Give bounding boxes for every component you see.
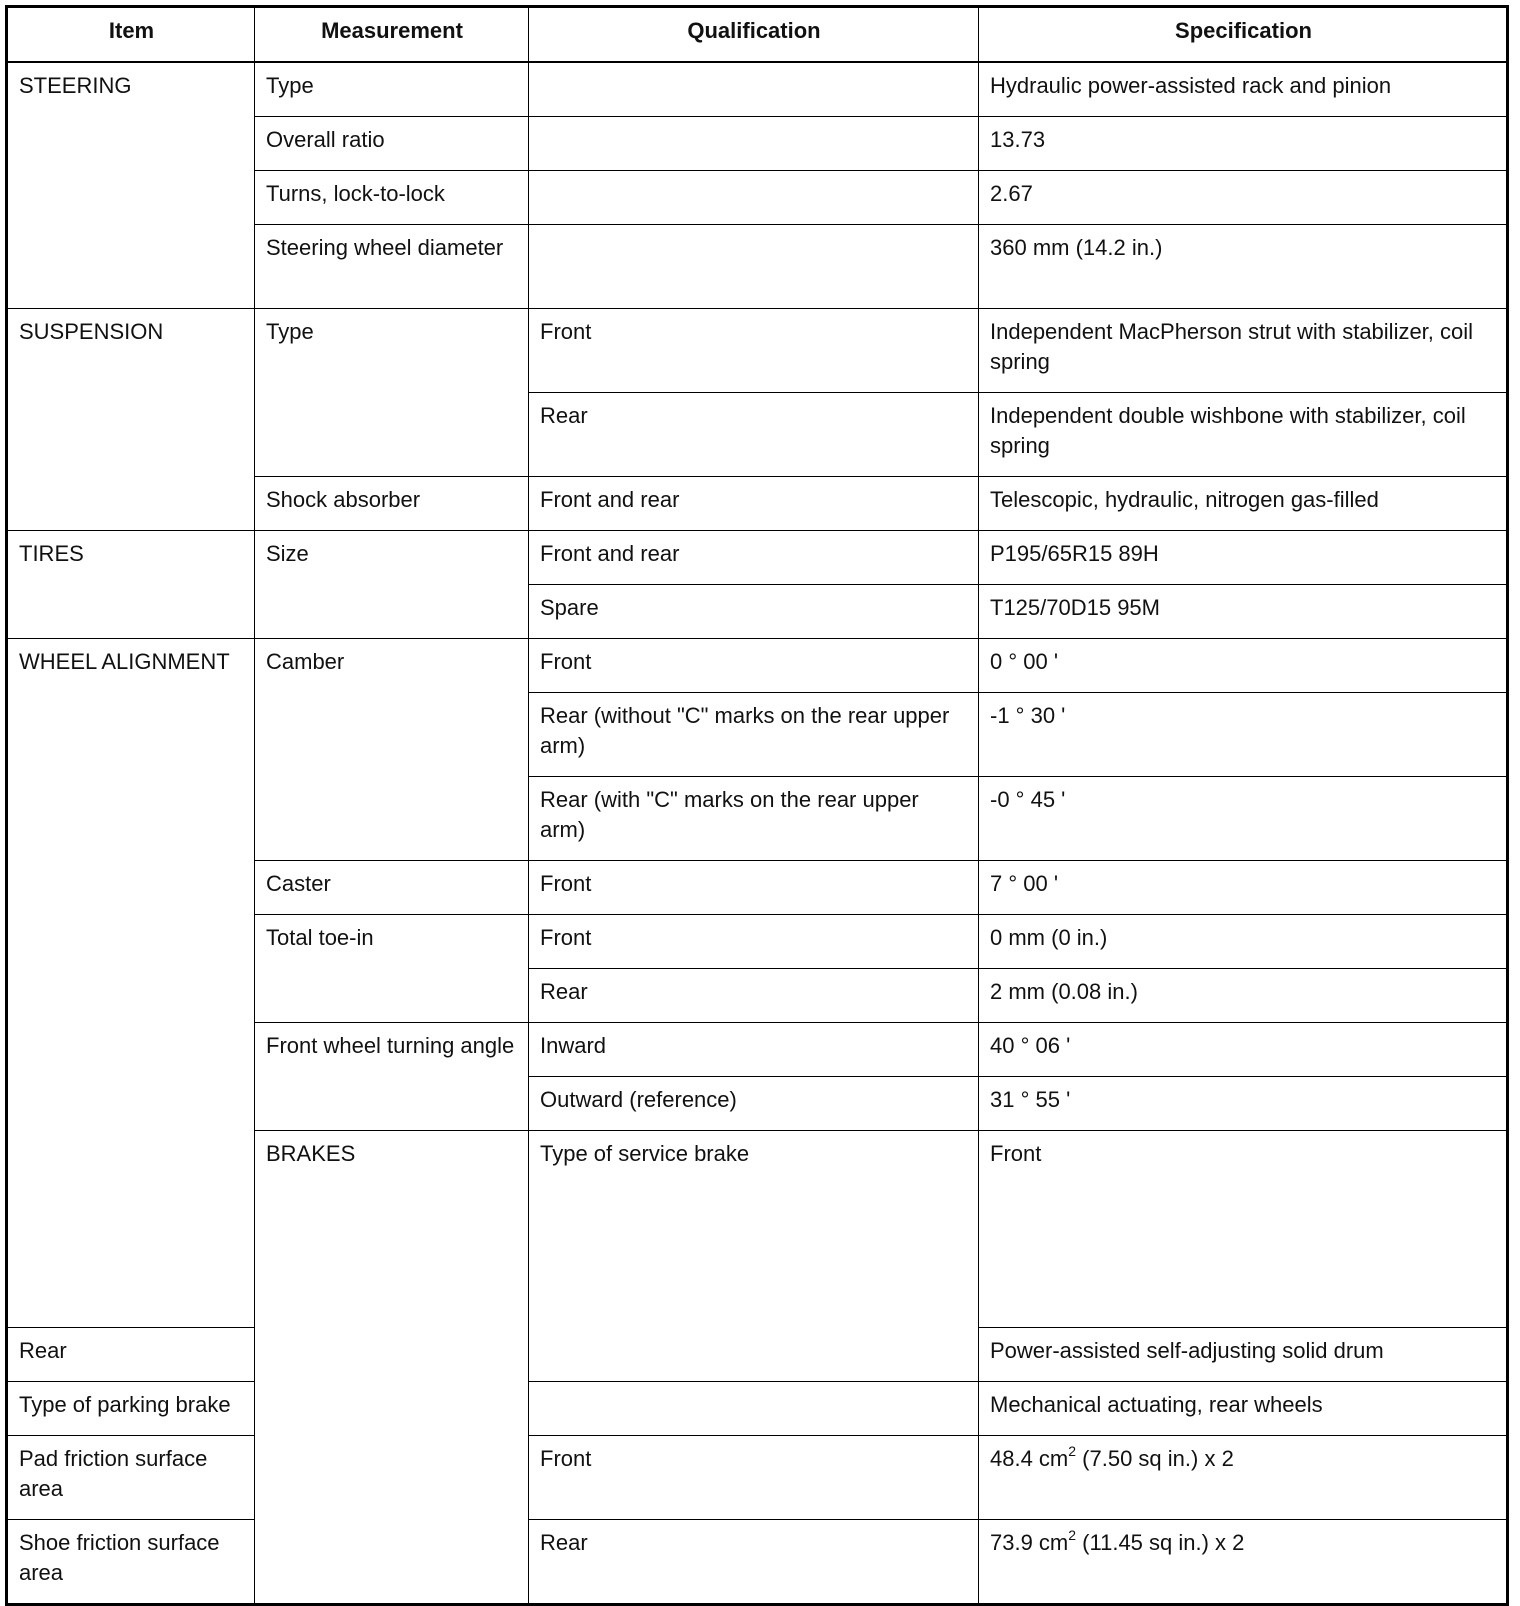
specification-cell: 2 mm (0.08 in.) (979, 969, 1508, 1023)
table-row (7, 1382, 1508, 1436)
measurement-cell: Shock absorber (255, 477, 529, 531)
item-wheel-alignment: WHEEL ALIGNMENT (7, 639, 255, 1328)
item-brakes: BRAKES (255, 1131, 529, 1605)
specification-cell: P195/65R15 89H (979, 531, 1508, 585)
measurement-cell: Type (255, 62, 529, 117)
specification-cell: 0 mm (0 in.) (979, 915, 1508, 969)
specification-cell: -1 ° 30 ' (979, 693, 1508, 777)
specification-cell: T125/70D15 95M (979, 585, 1508, 639)
specification-cell: 360 mm (14.2 in.) (979, 225, 1508, 309)
header-specification: Specification (979, 7, 1508, 63)
qualification-cell (529, 171, 979, 225)
specification-cell: 7 ° 00 ' (979, 861, 1508, 915)
qualification-cell: Front (529, 639, 979, 693)
pad-area-rest: (7.50 sq in.) x 2 (1076, 1446, 1234, 1471)
table-row (7, 62, 1508, 117)
measurement-cell: Size (255, 531, 529, 639)
qualification-cell: Spare (529, 585, 979, 639)
table-row (7, 639, 1508, 693)
specification-cell (979, 1436, 1508, 1520)
qualification-cell: Rear (529, 393, 979, 477)
measurement-cell: Steering wheel diameter (255, 225, 529, 309)
measurement-cell: Type of service brake (529, 1131, 979, 1382)
qualification-cell: Front (529, 309, 979, 393)
specification-cell: Hydraulic power-assisted rack and pinion (979, 62, 1508, 117)
table-row (7, 531, 1508, 585)
header-measurement: Measurement (255, 7, 529, 63)
measurement-cell: Total toe-in (255, 915, 529, 1023)
qualification-cell: Rear (7, 1328, 255, 1382)
specification-cell: 31 ° 55 ' (979, 1077, 1508, 1131)
specification-cell: Power-assisted self-adjusting solid drum (979, 1328, 1508, 1382)
specification-cell: 2.67 (979, 171, 1508, 225)
qualification-cell: Outward (reference) (529, 1077, 979, 1131)
specifications-table (5, 5, 1509, 1606)
qualification-cell: Inward (529, 1023, 979, 1077)
item-tires: TIRES (7, 531, 255, 639)
specification-cell: Mechanical actuating, rear wheels (979, 1382, 1508, 1436)
measurement-cell: Pad friction surface area (7, 1436, 255, 1520)
specification-cell (979, 1520, 1508, 1605)
qualification-cell (529, 1382, 979, 1436)
measurement-cell: Overall ratio (255, 117, 529, 171)
qualification-cell: Rear (529, 1520, 979, 1605)
pad-area-value: 48.4 cm (990, 1446, 1069, 1471)
measurement-cell: Type (255, 309, 529, 477)
pad-area-exponent: 2 (1068, 1442, 1077, 1459)
measurement-cell: Front wheel turning angle (255, 1023, 529, 1131)
qualification-cell (529, 225, 979, 309)
qualification-cell: Front (529, 915, 979, 969)
table-row (7, 309, 1508, 393)
qualification-cell (529, 62, 979, 117)
measurement-cell: Turns, lock-to-lock (255, 171, 529, 225)
shoe-area-rest: (11.45 sq in.) x 2 (1076, 1530, 1245, 1555)
qualification-cell (529, 117, 979, 171)
header-row (7, 7, 1508, 63)
specification-cell: 13.73 (979, 117, 1508, 171)
measurement-cell: Shoe friction surface area (7, 1520, 255, 1605)
qualification-cell: Rear (without "C" marks on the rear upper arm) (529, 693, 979, 777)
qualification-cell: Rear (529, 969, 979, 1023)
measurement-cell: Caster (255, 861, 529, 915)
qualification-cell: Front (979, 1131, 1508, 1328)
qualification-cell: Front (529, 861, 979, 915)
specification-cell: Independent double wishbone with stabilizer, coil spring (979, 393, 1508, 477)
item-steering: STEERING (7, 62, 255, 309)
measurement-cell: Type of parking brake (7, 1382, 255, 1436)
measurement-cell: Camber (255, 639, 529, 861)
shoe-area-value: 73.9 cm (990, 1530, 1069, 1555)
specification-cell: 40 ° 06 ' (979, 1023, 1508, 1077)
qualification-cell: Rear (with "C" marks on the rear upper arm) (529, 777, 979, 861)
header-item: Item (7, 7, 255, 63)
header-qualification: Qualification (529, 7, 979, 63)
specification-cell: 0 ° 00 ' (979, 639, 1508, 693)
specification-cell: Telescopic, hydraulic, nitrogen gas-filled (979, 477, 1508, 531)
qualification-cell: Front (529, 1436, 979, 1520)
qualification-cell: Front and rear (529, 477, 979, 531)
table-row (7, 1436, 1508, 1520)
item-suspension: SUSPENSION (7, 309, 255, 531)
table-row (7, 1520, 1508, 1605)
shoe-area-exponent: 2 (1068, 1526, 1077, 1543)
qualification-cell: Front and rear (529, 531, 979, 585)
specification-cell: -0 ° 45 ' (979, 777, 1508, 861)
specification-cell: Independent MacPherson strut with stabilizer, coil spring (979, 309, 1508, 393)
